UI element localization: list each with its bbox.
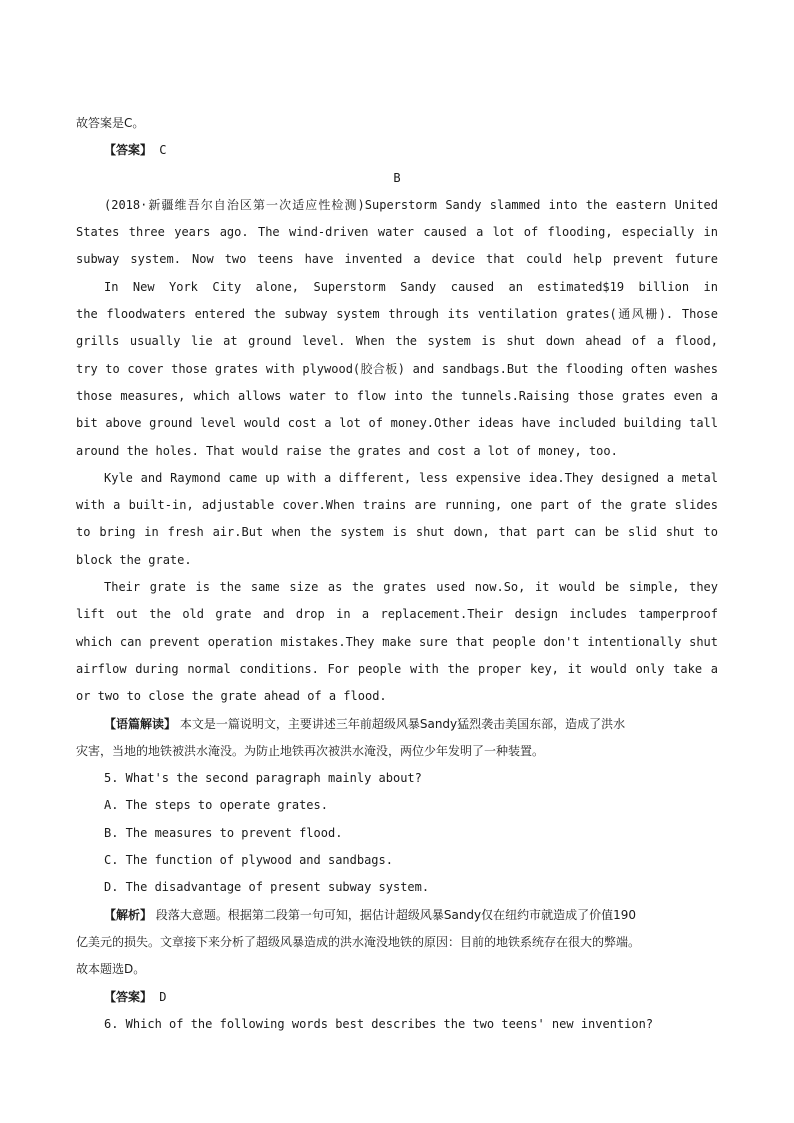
analysis-block <box>76 902 718 984</box>
question-stem: 5. What's the second paragraph mainly about? <box>104 771 422 786</box>
passage-paragraph-4 <box>76 574 718 710</box>
option-b: B. The measures to prevent flood. <box>104 825 343 840</box>
answer-label: 【答案】 <box>104 143 153 158</box>
passage-line: subway system. Now two teens have invented a device that could help prevent future <box>76 252 718 267</box>
passage-line: lift out the old grate and drop in a replacement.Their design includes tamperproof <box>76 607 718 622</box>
analysis-line-1 <box>76 902 718 929</box>
passage-line: block the grate. <box>76 552 192 567</box>
passage-line: try to cover those grates with plywood(胶合板) and sandbags.But the flooding often washes <box>76 361 718 376</box>
passage-line: Kyle and Raymond came up with a different, less expensive idea.They designed a metal <box>104 470 718 485</box>
option-d: D. The disadvantage of present subway system. <box>104 880 430 895</box>
answer-line-1 <box>76 137 718 164</box>
question-5 <box>76 765 718 901</box>
previous-answer-conclusion: 故答案是C。 <box>76 116 145 130</box>
passage-line: with a built-in, adjustable cover.When trains are running, one part of the grate slides <box>76 498 718 513</box>
answer-label: 【答案】 <box>104 989 153 1004</box>
interpretation-text: 本文是一篇说明文，主要讲述三年前超级风暴Sandy猛烈袭击美国东部，造成了洪水 <box>179 716 626 731</box>
answer-value: C <box>159 143 167 158</box>
interpretation-line-1 <box>76 711 718 738</box>
passage-line: around the holes. That would raise the grates and cost a lot of money, too. <box>76 443 618 458</box>
answer-line-2 <box>76 984 718 1011</box>
passage-line: the floodwaters entered the subway system through its ventilation grates(通风栅). Those <box>76 307 718 322</box>
passage-line: (2018·新疆维吾尔自治区第一次适应性检测)Superstorm Sandy slammed into the eastern United <box>104 197 718 212</box>
answer-value: D <box>159 989 167 1004</box>
passage-line: In New York City alone, Superstorm Sandy caused an estimated$19 billion in <box>104 279 718 294</box>
question-6-stem: 6. Which of the following words best describes the two teens' new invention? <box>104 1016 654 1031</box>
analysis-line-3: 故本题选D。 <box>76 962 146 977</box>
passage-line: Their grate is the same size as the grates used now.So, it would be simple, they <box>104 580 718 595</box>
passage-line: to bring in fresh air.But when the system is shut down, that part can be slid shut to <box>76 525 718 540</box>
analysis-line-2: 亿美元的损失。文章接下来分析了超级风暴造成的洪水淹没地铁的原因：目前的地铁系统存在很大的弊端。 <box>76 934 641 949</box>
analysis-label: 【解析】 <box>104 907 153 922</box>
interpretation-line-2: 灾害，当地的地铁被洪水淹没。为防止地铁再次被洪水淹没，两位少年发明了一种装置。 <box>76 743 545 758</box>
passage-line: which can prevent operation mistakes.They make sure that people don't intentionally shut <box>76 634 718 649</box>
passage-paragraph-1 <box>76 192 718 274</box>
passage-line: States three years ago. The wind-driven water caused a lot of flooding, especially in <box>76 225 718 240</box>
option-a: A. The steps to operate grates. <box>104 798 328 813</box>
passage-line: or two to close the grate ahead of a flood. <box>76 689 387 704</box>
passage-line: airflow during normal conditions. For people with the proper key, it would only take a <box>76 661 718 676</box>
passage-paragraph-3 <box>76 465 718 574</box>
passage-line: bit above ground level would cost a lot of money.Other ideas have included building tall <box>76 416 718 431</box>
document-page <box>76 110 718 1038</box>
passage-paragraph-2 <box>76 274 718 465</box>
passage-line: those measures, which allows water to flow into the tunnels.Raising those grates even a <box>76 388 718 403</box>
section-letter: B <box>393 170 401 185</box>
interpretation-label: 【语篇解读】 <box>104 716 177 731</box>
analysis-text: 段落大意题。根据第二段第一句可知，据估计超级风暴Sandy仅在纽约市就造成了价值190 <box>155 907 637 922</box>
passage-line: grills usually lie at ground level. When the system is shut down ahead of a flood, <box>76 334 718 349</box>
option-c: C. The function of plywood and sandbags. <box>104 853 393 868</box>
interpretation-block <box>76 711 718 766</box>
